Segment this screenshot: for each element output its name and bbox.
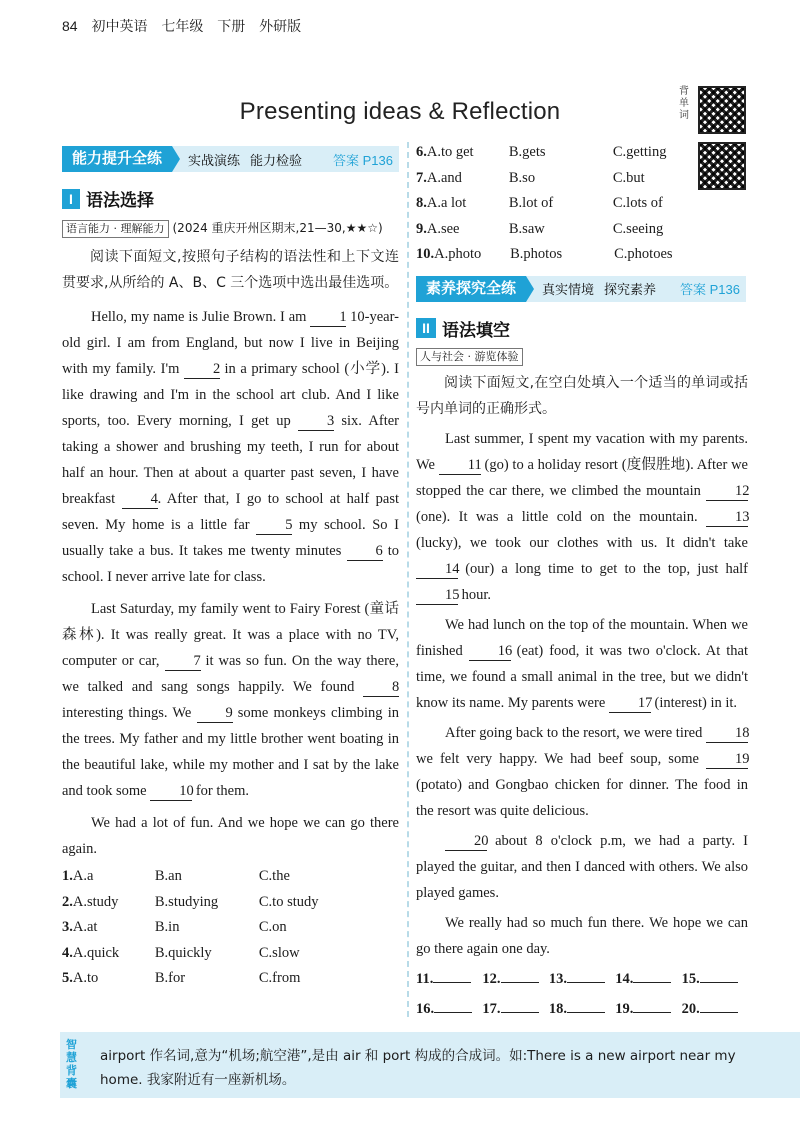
section2-meta [416,347,748,366]
blank-1[interactable]: 1 [310,308,346,327]
section1-source: (2024 重庆开州区期末,21—30,★★☆) [172,221,383,235]
tip-text: airport 作名词,意为“机场;航空港”,是由 air 和 port 构成的合成词。如:There is a new airport near my home. 我家附近有一座新机场。 [100,1048,736,1088]
book-name: 初中英语 [91,18,148,34]
answer-blank-11[interactable]: 11. [416,964,482,994]
blank-11[interactable]: 11 [439,456,481,475]
option-b[interactable]: B.studying [154,893,219,910]
section2-chip: 人与社会 · 游览体验 [416,348,523,366]
section2-heading [416,316,748,341]
option-a[interactable]: A.a lot [426,195,467,211]
option-b[interactable]: B.in [154,919,180,935]
option-c[interactable]: C.to study [258,893,319,910]
question-number: 7. [416,169,427,186]
options-list-right [416,140,748,268]
section1-answer-ref: 答案 P136 [333,152,393,168]
option-c[interactable]: C.but [612,169,645,186]
question-number: 5. [62,970,73,986]
option-b[interactable]: B.photos [510,246,563,262]
answer-blank-16[interactable]: 16. [416,994,482,1024]
option-row-4 [62,941,399,967]
blank-6[interactable]: 6 [347,542,383,561]
blank-3[interactable]: 3 [298,412,334,431]
section1-passage-p1: Hello, my name is Julie Brown. I am 1 10-year-old girl. I am from England, but now I live in Beijing with my family. I'm 2 in a primary school (小学). I like drawing and I'm in the school art club. And I like sports, too. Every morning, I get up 3 six. After taking a shower and brushing my teeth, I run for about half an hour. Then at about a quarter past seven, I have breakfast 4. After that, I go to school at half past seven. My home is a little far 5 my school. So I usually take a bus. It takes me twenty minutes 6 to school. I never arrive late for class. [62,309,400,585]
option-c[interactable]: C.from [258,970,301,986]
section2-instruction: 阅读下面短文,在空白处填入一个适当的单词或括号内单词的正确形式。 [416,374,748,417]
option-a[interactable]: A.quick [72,944,120,961]
section2-passage-p2: We had lunch on the top of the mountain. When we finished 16 (eat) food, it was two o'clock. At that time, we found a small animal in the tree, but we didn't know its name. My parents were 17 (interest) in it. [416,616,748,711]
section1-title: 语法选择 [86,191,154,210]
option-c[interactable]: C.lots of [612,195,663,211]
option-row-3 [62,915,399,941]
right-column [416,140,748,1024]
page-title: Presenting ideas & Reflection [239,98,561,125]
option-row-8 [416,191,748,217]
option-c[interactable]: C.on [258,919,287,935]
blank-19[interactable]: 19 [706,750,748,769]
option-b[interactable]: B.an [154,868,182,884]
section1-passage-p2: Last Saturday, my family went to Fairy Forest (童话森林). It was really great. It was a place with no TV, computer or car, 7 it was so fun. On the way there, we talked and sang songs happily. We found 8 interesting things. We 9 some monkeys climbing in the trees. My father and my little brother went boating in the beautiful lake, while my mother and I sat by the lake and took some 10 for them. [62,601,400,799]
blank-5[interactable]: 5 [256,516,292,535]
answer-row-1 [416,964,748,994]
option-a[interactable]: A.see [426,220,460,237]
option-c[interactable]: C.photoes [614,246,673,262]
question-number: 2. [62,893,73,910]
option-a[interactable]: A.photo [434,246,482,262]
option-row-1 [62,864,399,890]
section1-meta [62,219,399,238]
option-row-7 [416,166,748,192]
section2-answer-ref: 答案 P136 [680,282,740,297]
question-number: 10. [416,246,435,262]
answer-blank-12[interactable]: 12. [482,964,548,994]
blank-2[interactable]: 2 [184,360,220,379]
blank-4[interactable]: 4 [122,490,158,509]
option-b[interactable]: B.gets [508,144,546,160]
section2-passage-p4: 20 about 8 o'clock p.m, we had a party. I played the guitar, and then I danced with others. We also played games. [416,832,748,901]
question-number: 1. [62,868,73,884]
page-header [62,16,311,36]
question-number: 9. [416,220,427,237]
section1-sub2: 能力检验 [250,152,303,168]
answer-blank-18[interactable]: 18. [549,994,615,1024]
section2-title: 语法填空 [442,320,510,340]
question-number: 4. [62,944,73,961]
section1-instruction: 阅读下面短文,按照句子结构的语法性和上下文连贯要求,从所给的 A、B、C 三个选项中选出最佳选项。 [62,249,399,291]
option-a[interactable]: A.to get [426,144,474,160]
answer-blank-15[interactable]: 15. [682,964,748,994]
section1-banner [62,146,399,172]
blank-9[interactable]: 9 [197,704,233,723]
blank-7[interactable]: 7 [165,652,201,671]
blank-18[interactable]: 18 [706,724,748,743]
question-number: 3. [62,919,73,935]
blank-17[interactable]: 17 [609,694,651,713]
option-c[interactable]: C.seeing [612,220,664,237]
answer-blank-19[interactable]: 19. [615,994,681,1024]
section1-tag: 能力提升全练 [62,146,172,172]
blank-12[interactable]: 12 [706,482,748,501]
option-row-5 [62,966,399,992]
option-b[interactable]: B.so [508,169,536,186]
option-a[interactable]: A.a [72,868,94,884]
edition: 外研版 [259,18,302,34]
option-row-2 [62,890,399,916]
section1-passage-p3: We had a lot of fun. And we hope we can go there again. [62,815,399,857]
left-column [62,146,399,992]
section2-passage-p3: After going back to the resort, we were tired 18 we felt very happy. We had beef soup, some 19 (potato) and Gongbao chicken for dinner. The food in the resort was quite delicious. [416,724,750,819]
question-number: 6. [416,144,427,160]
qr-label: 背单词 [679,86,689,121]
page-number: 84 [62,18,78,34]
options-list-left [62,864,399,992]
option-a[interactable]: A.and [426,169,462,186]
section2-tag: 素养探究全练 [416,276,526,302]
option-b[interactable]: B.for [154,970,186,986]
section1-sub1: 实战演练 [188,152,241,168]
tip-side-label: 智慧背囊 [66,1038,77,1090]
qr-code-icon[interactable] [698,86,746,134]
tip-box [60,1032,800,1098]
column-divider [407,142,409,1017]
option-row-6 [416,140,748,166]
option-a[interactable]: A.to [72,970,99,986]
section2-sub2: 探究素养 [604,282,657,297]
section2-passage-p1: Last summer, I spent my vacation with my parents. We 11 (go) to a holiday resort (度假胜地). After we stopped the car there, we climbed the mountain 12 (one). It was a little cold on the mountain. 13 (lucky), we took our clothes with us. It didn't take 14 (our) a long time to get to the top, just half 15 hour. [416,430,750,603]
option-b[interactable]: B.quickly [154,944,212,961]
question-number: 8. [416,195,427,211]
section1-number: I [62,189,80,209]
option-c[interactable]: C.getting [612,144,667,160]
blank-16[interactable]: 16 [469,642,511,661]
option-a[interactable]: A.at [72,919,98,935]
blank-15[interactable]: 15 [416,586,458,605]
option-c[interactable]: C.slow [258,944,300,961]
section2-banner [416,276,746,302]
section2-number: II [416,318,436,338]
blank-8[interactable]: 8 [363,678,399,697]
blank-14[interactable]: 14 [416,560,458,579]
section2-sub1: 真实情境 [542,282,595,297]
answer-blank-17[interactable]: 17. [482,994,548,1024]
option-row-10 [416,242,748,268]
blank-13[interactable]: 13 [706,508,748,527]
section1-heading [62,186,399,211]
option-c[interactable]: C.the [258,868,290,884]
blank-20[interactable]: 20 [445,832,487,851]
option-a[interactable]: A.study [72,893,119,910]
option-row-9 [416,217,748,243]
blank-10[interactable]: 10 [150,782,192,801]
answer-blank-13[interactable]: 13. [549,964,615,994]
option-b[interactable]: B.lot of [508,195,554,211]
section2-passage-p5: We really had so much fun there. We hope we can go there again one day. [416,914,748,957]
option-b[interactable]: B.saw [508,220,545,237]
section1-chip: 语言能力 · 理解能力 [62,220,169,238]
answer-row-2 [416,994,748,1024]
answer-blank-20[interactable]: 20. [682,994,748,1024]
grade: 七年级 [161,18,204,34]
answer-blank-14[interactable]: 14. [615,964,681,994]
term: 下册 [217,18,246,34]
